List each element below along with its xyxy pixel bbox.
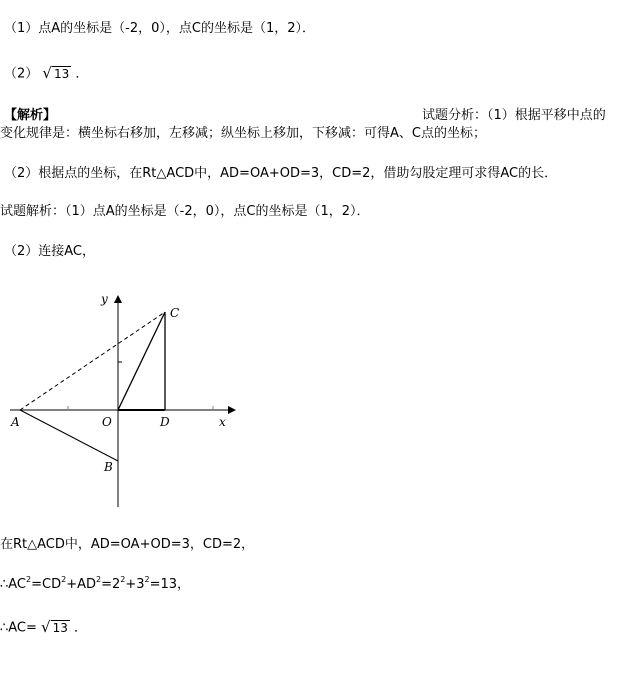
sqrt-radicand: 13 bbox=[52, 621, 68, 635]
eq-ac: ∴AC bbox=[0, 577, 27, 592]
label-D: D bbox=[160, 415, 170, 429]
sqrt-13 bbox=[42, 64, 71, 84]
analysis-line3: （2）根据点的坐标，在Rt△ACD中，AD=OA+OD=3，CD=2，借助勾股定理可求得AC的长． bbox=[4, 166, 558, 181]
solution-line2: （2）连接AC， bbox=[4, 244, 96, 259]
eq-ad: +AD bbox=[66, 577, 96, 592]
label-A: A bbox=[11, 415, 20, 429]
final-suffix: ． bbox=[74, 620, 88, 636]
eq-result: =13， bbox=[149, 577, 191, 592]
x-axis-arrow-icon bbox=[228, 406, 236, 414]
analysis-heading: 【解析】 bbox=[4, 108, 57, 123]
exp: 2 bbox=[95, 575, 102, 584]
analysis-line2: 变化规律是：横坐标右移加，左移减；纵坐标上移加，下移减：可得A、C点的坐标； bbox=[0, 126, 486, 141]
exp: 2 bbox=[26, 575, 32, 584]
exp: 2 bbox=[120, 575, 126, 584]
answer-part1: （1）点A的坐标是（-2，0），点C的坐标是（1，2）． bbox=[4, 21, 316, 36]
label-B: B bbox=[104, 460, 113, 474]
label-x: x bbox=[219, 415, 226, 429]
segment-OC bbox=[118, 312, 165, 410]
analysis-intro: 试题分析：（1）根据平移中点的 bbox=[422, 108, 606, 123]
label-O: O bbox=[102, 415, 112, 429]
eq-cd: =CD bbox=[31, 577, 62, 592]
y-axis-arrow-icon bbox=[114, 295, 122, 303]
radical-sign-icon: √ bbox=[42, 64, 52, 82]
final-prefix: ∴AC= bbox=[0, 620, 37, 636]
answer-part2 bbox=[4, 64, 88, 84]
answer-part2-suffix: ． bbox=[75, 66, 89, 82]
exp: 2 bbox=[144, 575, 150, 584]
sqrt-radicand: 13 bbox=[53, 67, 70, 81]
label-C: C bbox=[170, 306, 180, 320]
segment-AC bbox=[20, 312, 165, 410]
solution-line3: 在Rt△ACD中，AD=OA+OD=3，CD=2， bbox=[0, 537, 255, 552]
label-y: y bbox=[101, 292, 108, 306]
exp: 2 bbox=[61, 575, 67, 584]
eq-two: =2 bbox=[101, 577, 121, 592]
answer-part2-prefix: （2） bbox=[4, 66, 39, 82]
solution-equation bbox=[0, 576, 190, 594]
solution-line1: 试题解析：（1）点A的坐标是（-2，0），点C的坐标是（1，2）． bbox=[0, 204, 370, 219]
sqrt-13-final bbox=[41, 618, 70, 638]
radical-sign-icon: √ bbox=[41, 618, 51, 636]
eq-three: +3 bbox=[125, 577, 145, 592]
coordinate-figure bbox=[0, 285, 240, 515]
solution-final bbox=[0, 618, 87, 638]
